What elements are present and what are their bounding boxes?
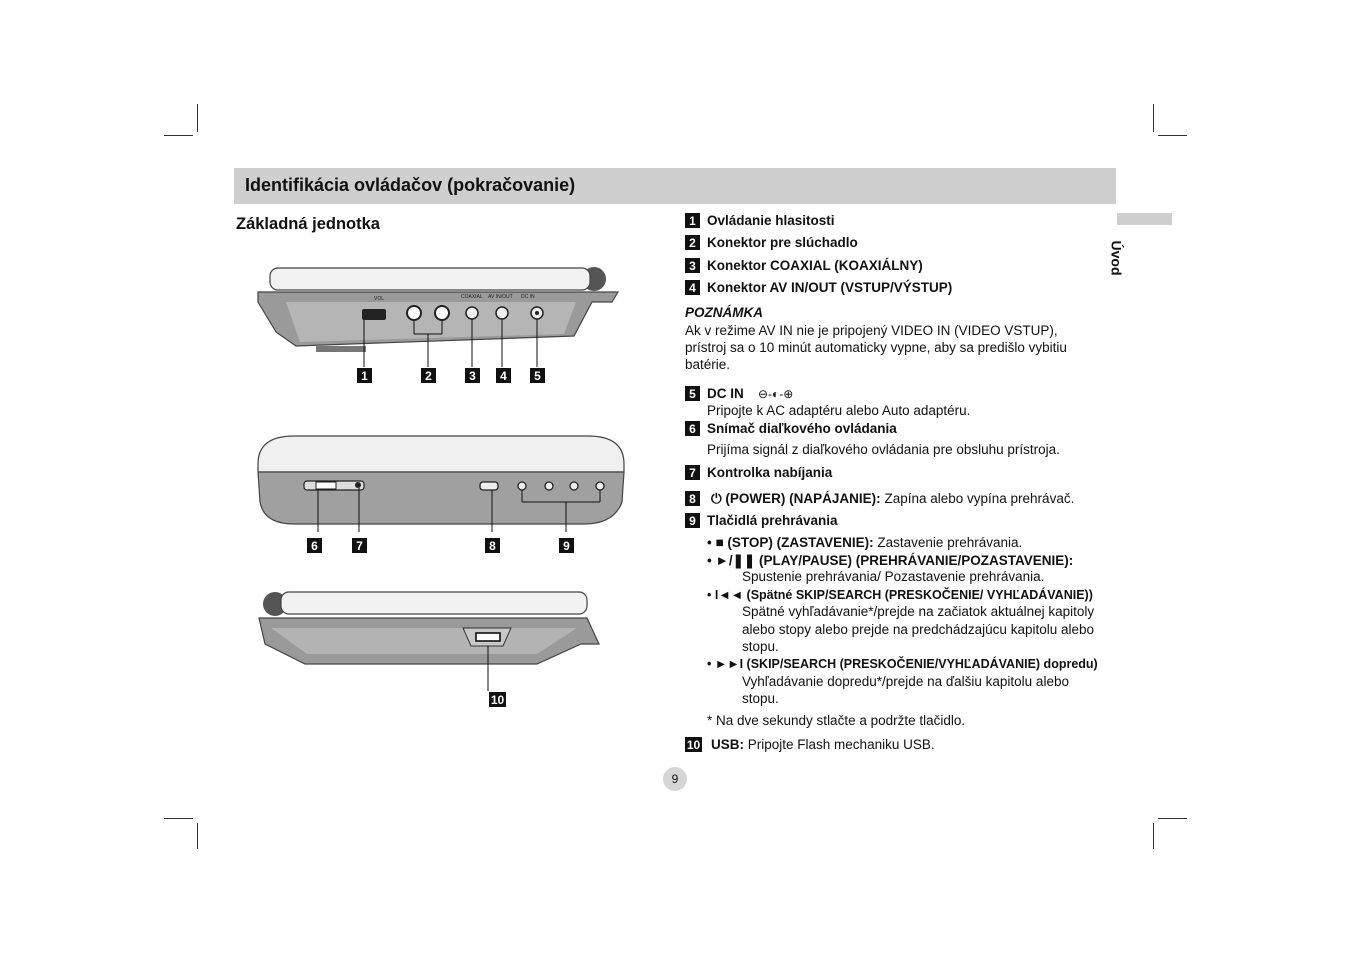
callout-5: 5 [530, 368, 545, 383]
item-label: Konektor pre slúchadlo [707, 235, 858, 250]
device-front-view-illustration [254, 432, 628, 532]
callout-6: 6 [307, 538, 322, 553]
item-label: Konektor COAXIAL (KOAXIÁLNY) [707, 258, 923, 273]
sensor-desc: Prijíma signál z diaľkového ovládania pre obsluhu prístroja. [707, 442, 1060, 457]
item-num: 3 [685, 258, 700, 273]
crop-mark [1153, 104, 1154, 132]
callout-1: 1 [357, 368, 372, 383]
playback-label: Tlačidlá prehrávania [707, 513, 838, 528]
callout-3: 3 [465, 368, 480, 383]
dcin-label: DC IN [521, 294, 535, 300]
crop-mark [197, 104, 198, 132]
item-num: 10 [686, 737, 701, 752]
dc-label: DC IN [707, 386, 744, 401]
prev-desc: Spätné vyhľadávanie*/prejde na začiatok aktuálnej kapitoly [742, 604, 1095, 619]
item-num: 9 [685, 513, 700, 528]
usb-desc: Pripojte Flash mechaniku USB. [747, 737, 935, 752]
power-desc: Zapína alebo vypína prehrávač. [884, 491, 1075, 506]
item-num: 7 [685, 465, 700, 480]
usb-line [711, 736, 935, 753]
device-side-view-illustration [256, 262, 624, 387]
item-num: 6 [685, 421, 700, 436]
section-subtitle: Základná jednotka [236, 215, 380, 233]
usb-label: USB: [711, 737, 744, 752]
section-header [234, 168, 1116, 204]
prev-label: • I◄◄ (Spätné SKIP/SEARCH (PRESKOČENIE/ VYHĽADÁVANIE)) [707, 588, 1093, 602]
prev-desc: stopu. [742, 639, 779, 654]
item-num: 2 [685, 235, 700, 250]
item-num: 1 [685, 213, 700, 228]
charge-label: Kontrolka nabíjania [707, 465, 833, 480]
play-label: • ►/❚❚ (PLAY/PAUSE) (PREHRÁVANIE/POZASTAVENIE): [707, 553, 1074, 568]
dc-polarity-symbol: ⊖-◐-⊕ [758, 387, 794, 401]
item-num: 4 [685, 280, 700, 295]
coaxial-label: COAXIAL [461, 294, 483, 300]
next-desc: Vyhľadávanie dopredu*/prejde na ďalšiu kapitolu alebo [742, 674, 1069, 689]
power-label: ⏻ (POWER) (NAPÁJANIE): [711, 491, 881, 506]
note-line: batérie. [685, 357, 731, 372]
stop-label: • ■ (STOP) (ZASTAVENIE): [707, 535, 874, 550]
note-line: prístroj sa o 10 minút automaticky vypne, aby sa predišlo vybitiu [685, 340, 1067, 355]
crop-mark [164, 818, 193, 819]
crop-mark [1158, 135, 1187, 136]
item-num: 8 [685, 491, 700, 506]
play-desc: Spustenie prehrávania/ Pozastavenie prehrávania. [742, 569, 1045, 584]
note-line: Ak v režime AV IN nie je pripojený VIDEO IN (VIDEO VSTUP), [685, 323, 1058, 338]
stop-line [707, 534, 1022, 551]
crop-mark [197, 823, 198, 849]
next-label: • ►►I (SKIP/SEARCH (PRESKOČENIE/VYHĽADÁVANIE) dopredu) [707, 657, 1098, 671]
page-number: 9 [663, 767, 687, 791]
side-tab-text: Úvod [1108, 240, 1125, 276]
callout-8: 8 [485, 538, 500, 553]
stop-desc: Zastavenie prehrávania. [877, 535, 1023, 550]
sensor-label: Snímač diaľkového ovládania [707, 421, 897, 436]
device-usb-side-view-illustration [257, 588, 601, 693]
next-desc: stopu. [742, 691, 779, 706]
callout-10: 10 [490, 692, 505, 707]
page-title: Identifikácia ovládačov (pokračovanie) [245, 175, 576, 195]
item-label: Ovládanie hlasitosti [707, 213, 835, 228]
prev-desc: alebo stopy alebo prejde na predchádzajúcu kapitolu alebo [742, 622, 1095, 637]
vol-label: VOL [374, 296, 385, 302]
crop-mark [1158, 818, 1187, 819]
item-num: 5 [685, 386, 700, 401]
callout-4: 4 [496, 368, 511, 383]
callout-2: 2 [421, 368, 436, 383]
crop-mark [164, 135, 193, 136]
item-label: Konektor AV IN/OUT (VSTUP/VÝSTUP) [707, 280, 953, 295]
power-line [711, 490, 1074, 507]
side-tab-label [1108, 232, 1137, 292]
side-tab-marker [1117, 213, 1172, 225]
footnote: * Na dve sekundy stlačte a podržte tlačidlo. [707, 713, 966, 728]
callout-7: 7 [352, 538, 367, 553]
note-title: POZNÁMKA [685, 305, 763, 320]
avinout-label: AV IN/OUT [488, 294, 513, 300]
crop-mark [1153, 823, 1154, 849]
dc-desc: Pripojte k AC adaptéru alebo Auto adaptéru. [707, 403, 971, 418]
callout-9: 9 [559, 538, 574, 553]
